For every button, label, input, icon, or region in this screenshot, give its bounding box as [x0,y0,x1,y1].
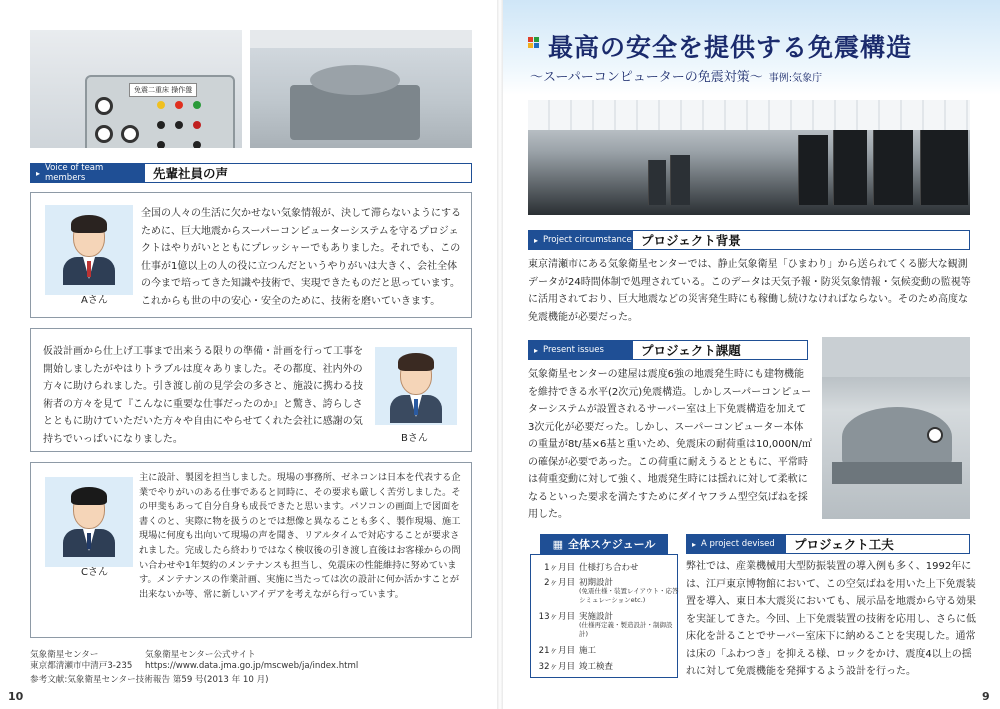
schedule-month: 1ヶ月目 [544,563,575,573]
subtitle-text: 〜スーパーコンピューターの免震対策〜 [530,70,763,85]
staff-card-a [30,192,472,318]
footer-org: 気象衛星センター [30,650,99,660]
indicator-lamp [175,121,183,129]
page-title: 最高の安全を提供する免震構造 [548,33,913,62]
section-en-label: ▸ A project devised [686,534,786,554]
schedule-detail: (免震仕様・装置レイアウト・応答シミュレーションetc.) [579,587,679,604]
control-panel [85,75,235,148]
calendar-icon: ▦ [552,537,564,551]
devised-section-header [686,534,970,554]
staff-name: Cさん [81,567,108,578]
indicator-lamp [157,101,165,109]
issues-section-header [528,340,808,360]
footer-site-label: 気象衛星センター公式サイト [145,650,256,660]
schedule-task: 仕様打ち合わせ [579,563,639,573]
section-jp-title: プロジェクト課題 [633,340,808,360]
section-jp-title: プロジェクト工夫 [786,534,970,554]
gauge-icon [95,125,113,143]
issues-text: 気象衛星センターの建屋は震度6強の地震発生時にも建物機能を維持できる水平(2次元)免震構造。しかしスーパーコンピューターシステムが設置されるサーバー室は上下免震構造を加えて3次元化が必要だった。しかし、スーパーコンピューター本体の重量が8t/基×6基と重いため、免震床の耐荷重は10,000N/㎡の確保が必要であった。この荷重に耐えうるとともに、平常時は荷重変動に対して強く、地震発生時には揺れに対して柔軟になるといった要求を満たすためにダイヤフラム型空気ばねを採用した。 [528,369,812,520]
schedule-month: 32ヶ月目 [538,662,575,672]
indicator-lamp [193,141,201,148]
schedule-task: 初期設計 [579,578,614,588]
section-en-label: ▸ Present issues [528,340,633,360]
section-en-label: ▸ Project circumstance [528,230,633,250]
air-spring-device-photo [822,337,970,519]
schedule-row [535,576,679,604]
footer-address: 東京都清瀬市中清戸3-235 [30,661,133,671]
staff-comment: 主に設計、製図を担当しました。現場の事務所、ゼネコンは日本を代表する企業でやりがいのある仕事であると同時に、その要求も厳しく苦労しました。その甲斐もあって自分自身も成長できたと思います。パソコンの画面上で図面を書くのと、実際に物を扱うのとでは想像と異なることも多く、製作現場、施工現場に何度も出向いて現場の声を聞き、リアルタイムで対応することが要求されました。完成したら終わりではなく検収後の引き渡し直後はお客様からの問い合わせや1年契約のメンテナンスも担当し、免震床の性能維持に努めています。メンテナンスの作業計画、実施に当たっては次の設計に何か活かすことが出来ないか等、常に新しいアイデアを考えながら行っています。 [139,472,461,600]
indicator-lamp [193,101,201,109]
schedule-row [535,644,596,656]
background-text: 東京清瀬市にある気象衛星センターでは、静止気象衛星「ひまわり」から送られてくる膨大な観測データが24時間体制で処理されている。このデータは天気予報・防災気象情報・気候変動の監視等に活用されており、巨大地震などの災害発生時にも稼働し続けなければならない。そのため高度な免震機能が必要だった。 [528,259,971,323]
schedule-row [535,660,613,672]
indicator-lamp [175,101,183,109]
staff-comment: 全国の人々の生活に欠かせない気象情報が、決して滞らないようにするために、巨大地震からスーパーコンピューターシステムを守るプロジェクトはやりがいとともにプレッシャーでもありました。それでも、この仕事が1億以上の人の役に立つんだというやりがいは大きく、会社全体の今まで培ってきた知識や技術で、実現できたものだと思っています。これからも世の中の安心・安全のために、技術を磨いていきます。 [141,208,461,307]
isolation-device-photo [250,30,472,148]
avatar [386,351,446,423]
voice-section-header [30,163,472,183]
schedule-row [535,561,639,573]
section-en-label: ▸ Voice of team members [30,163,145,183]
section-jp-title: 先輩社員の声 [145,163,472,183]
schedule-detail: (仕様再定義・製造設計・制御設計) [579,621,673,638]
schedule-task: 竣工検査 [579,662,614,672]
avatar [59,213,119,285]
staff-name: Bさん [401,433,428,444]
staff-card-c [30,462,472,638]
gauge-icon [121,125,139,143]
title-mark-icon [528,37,540,49]
indicator-lamp [157,141,165,148]
avatar [59,485,119,557]
page-subtitle [530,66,822,85]
gauge-icon [95,97,113,115]
section-jp-title: プロジェクト背景 [633,230,970,250]
devised-text: 弊社では、産業機械用大型防振装置の導入例も多く、1992年には、江戸東京博物館において、この空気ばねを用いた上下免震装置を導入、東日本大震災においても、展示品を地震から守る効果を実証してきた。今回、上下免震装置の技術を応用し、さらに低床化を計ることでサーバー室床下に納めることを実現した。通常は床の「ふわつき」を抑える様、ロックをかけ、震度4以上の揺れに対して免震機能を発揮するよう設計を行った。 [686,561,976,677]
schedule-row [535,610,673,638]
schedule-month: 2ヶ月目 [544,578,575,588]
schedule-task: 実施設計 [579,612,614,622]
staff-comment: 仮設計画から仕上げ工事まで出来うる限りの準備・計画を行って工事を開始しましたがやはりトラブルは度々ありました。その都度、社内外の方々に助けられました。引き渡し前の見学会の多さと、施設に携わる技術者の方々を見て『こんなに重要な仕事だったのか』と驚き、誇らしさとともに助けていただいた方々や自由にやらせてくれた会社に感謝の気持ちでいっぱいになりました。 [43,346,363,445]
page-number: 9 [982,690,990,703]
page-number: 10 [8,690,24,703]
book-spine [497,0,503,709]
panel-label: 免震二重床 操作盤 [129,83,197,97]
schedule-month: 21ヶ月目 [538,646,575,656]
indicator-lamp [193,121,201,129]
schedule-list [530,554,678,678]
indicator-lamp [157,121,165,129]
footer-reference: 参考文献:気象衛星センター技術報告 第59 号(2013 年 10 月) [30,675,269,685]
schedule-month: 13ヶ月目 [538,612,575,622]
server-room-photo [528,100,970,215]
staff-card-b [30,328,472,452]
schedule-title [540,534,668,554]
background-section-header [528,230,970,250]
staff-name: Aさん [81,295,108,306]
schedule-task: 施工 [579,646,597,656]
control-panel-photo [30,30,242,148]
example-label: 事例:気象庁 [768,73,823,84]
footer-url-link[interactable]: https://www.data.jma.go.jp/mscweb/ja/index.html [145,661,359,671]
schedule-title-text: 全体スケジュール [568,538,656,551]
